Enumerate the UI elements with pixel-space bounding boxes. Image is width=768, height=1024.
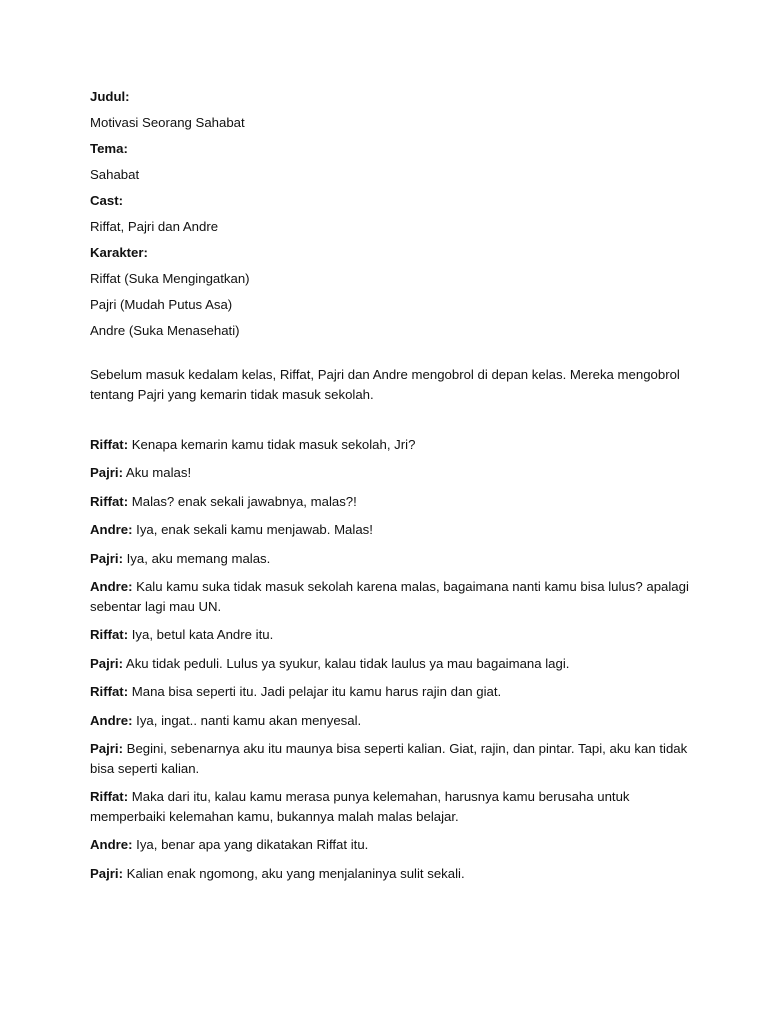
dialog-speaker: Pajri: — [90, 655, 123, 671]
dialog-text: Aku tidak peduli. Lulus ya syukur, kalau tidak laulus ya mau bagaimana lagi. — [122, 655, 570, 671]
dialog-text: Iya, benar apa yang dikatakan Riffat itu. — [132, 837, 369, 852]
dialog-text: Malas? enak sekali jawabnya, malas?! — [128, 493, 357, 509]
dialog-speaker: Riffat: — [90, 436, 129, 452]
dialog-line — [90, 549, 690, 569]
karakter-item: Riffat (Suka Mengingatkan) — [90, 271, 250, 286]
karakter-item: Pajri (Mudah Putus Asa) — [90, 297, 233, 312]
dialog-text: Kalian enak ngomong, aku yang menjalaninya sulit sekali. — [122, 865, 465, 881]
dialog-line — [90, 492, 690, 512]
dialog-text: Mana bisa seperti itu. Jadi pelajar itu kamu harus rajin dan giat. — [128, 684, 502, 699]
dialog-speaker: Riffat: — [90, 789, 129, 804]
script-metadata — [90, 88, 690, 341]
dialog-text: Aku malas! — [122, 465, 192, 480]
dialog-text: Maka dari itu, kalau kamu merasa punya kelemahan, harusnya kamu berusaha untuk memperbaiki kelemahan kamu, bukannya malah malas belajar. — [90, 789, 630, 824]
dialog-line — [90, 625, 690, 645]
dialog-section — [90, 435, 690, 884]
dialog-line — [90, 787, 690, 826]
dialog-text: Iya, betul kata Andre itu. — [128, 627, 274, 642]
judul-label: Judul: — [90, 89, 130, 104]
dialog-line — [90, 654, 690, 674]
tema-label: Tema: — [90, 141, 128, 156]
cast-label: Cast: — [90, 193, 123, 208]
dialog-speaker: Andre: — [90, 837, 133, 852]
dialog-speaker: Pajri: — [90, 741, 123, 756]
dialog-text: Iya, aku memang malas. — [122, 550, 271, 566]
dialog-speaker: Riffat: — [90, 684, 129, 699]
dialog-line — [90, 520, 690, 540]
dialog-line — [90, 835, 690, 855]
dialog-speaker: Riffat: — [90, 627, 129, 642]
dialog-line — [90, 435, 690, 455]
karakter-item: Andre (Suka Menasehati) — [90, 323, 240, 338]
dialog-line — [90, 577, 690, 616]
dialog-line — [90, 463, 690, 483]
dialog-speaker: Pajri: — [90, 865, 123, 881]
dialog-speaker: Andre: — [90, 712, 133, 728]
dialog-speaker: Andre: — [90, 522, 133, 537]
tema-value: Sahabat — [90, 167, 140, 182]
dialog-speaker: Andre: — [90, 579, 133, 594]
dialog-text: Begini, sebenarnya aku itu maunya bisa seperti kalian. Giat, rajin, dan pintar. Tapi, aku kan tidak bisa seperti kalian. — [90, 741, 688, 776]
dialog-text: Kalu kamu suka tidak masuk sekolah karena malas, bagaimana nanti kamu bisa lulus? apalagi sebentar lagi mau UN. — [90, 579, 689, 614]
cast-value: Riffat, Pajri dan Andre — [90, 219, 219, 234]
dialog-speaker: Riffat: — [90, 493, 129, 509]
dialog-text: Kenapa kemarin kamu tidak masuk sekolah, Jri? — [128, 436, 416, 452]
dialog-speaker: Pajri: — [90, 465, 123, 480]
karakter-label: Karakter: — [90, 245, 148, 260]
judul-value: Motivasi Seorang Sahabat — [90, 115, 245, 130]
dialog-speaker: Pajri: — [90, 550, 123, 566]
dialog-line — [90, 864, 690, 884]
dialog-line — [90, 739, 690, 778]
document-page — [90, 88, 690, 892]
dialog-text: Iya, enak sekali kamu menjawab. Malas! — [132, 522, 373, 537]
dialog-text: Iya, ingat.. nanti kamu akan menyesal. — [132, 712, 362, 728]
intro-paragraph: Sebelum masuk kedalam kelas, Riffat, Pajri dan Andre mengobrol di depan kelas. Mereka mengobrol tentang Pajri yang kemarin tidak masuk sekolah. — [90, 366, 680, 402]
dialog-line — [90, 682, 690, 702]
dialog-line — [90, 711, 690, 731]
